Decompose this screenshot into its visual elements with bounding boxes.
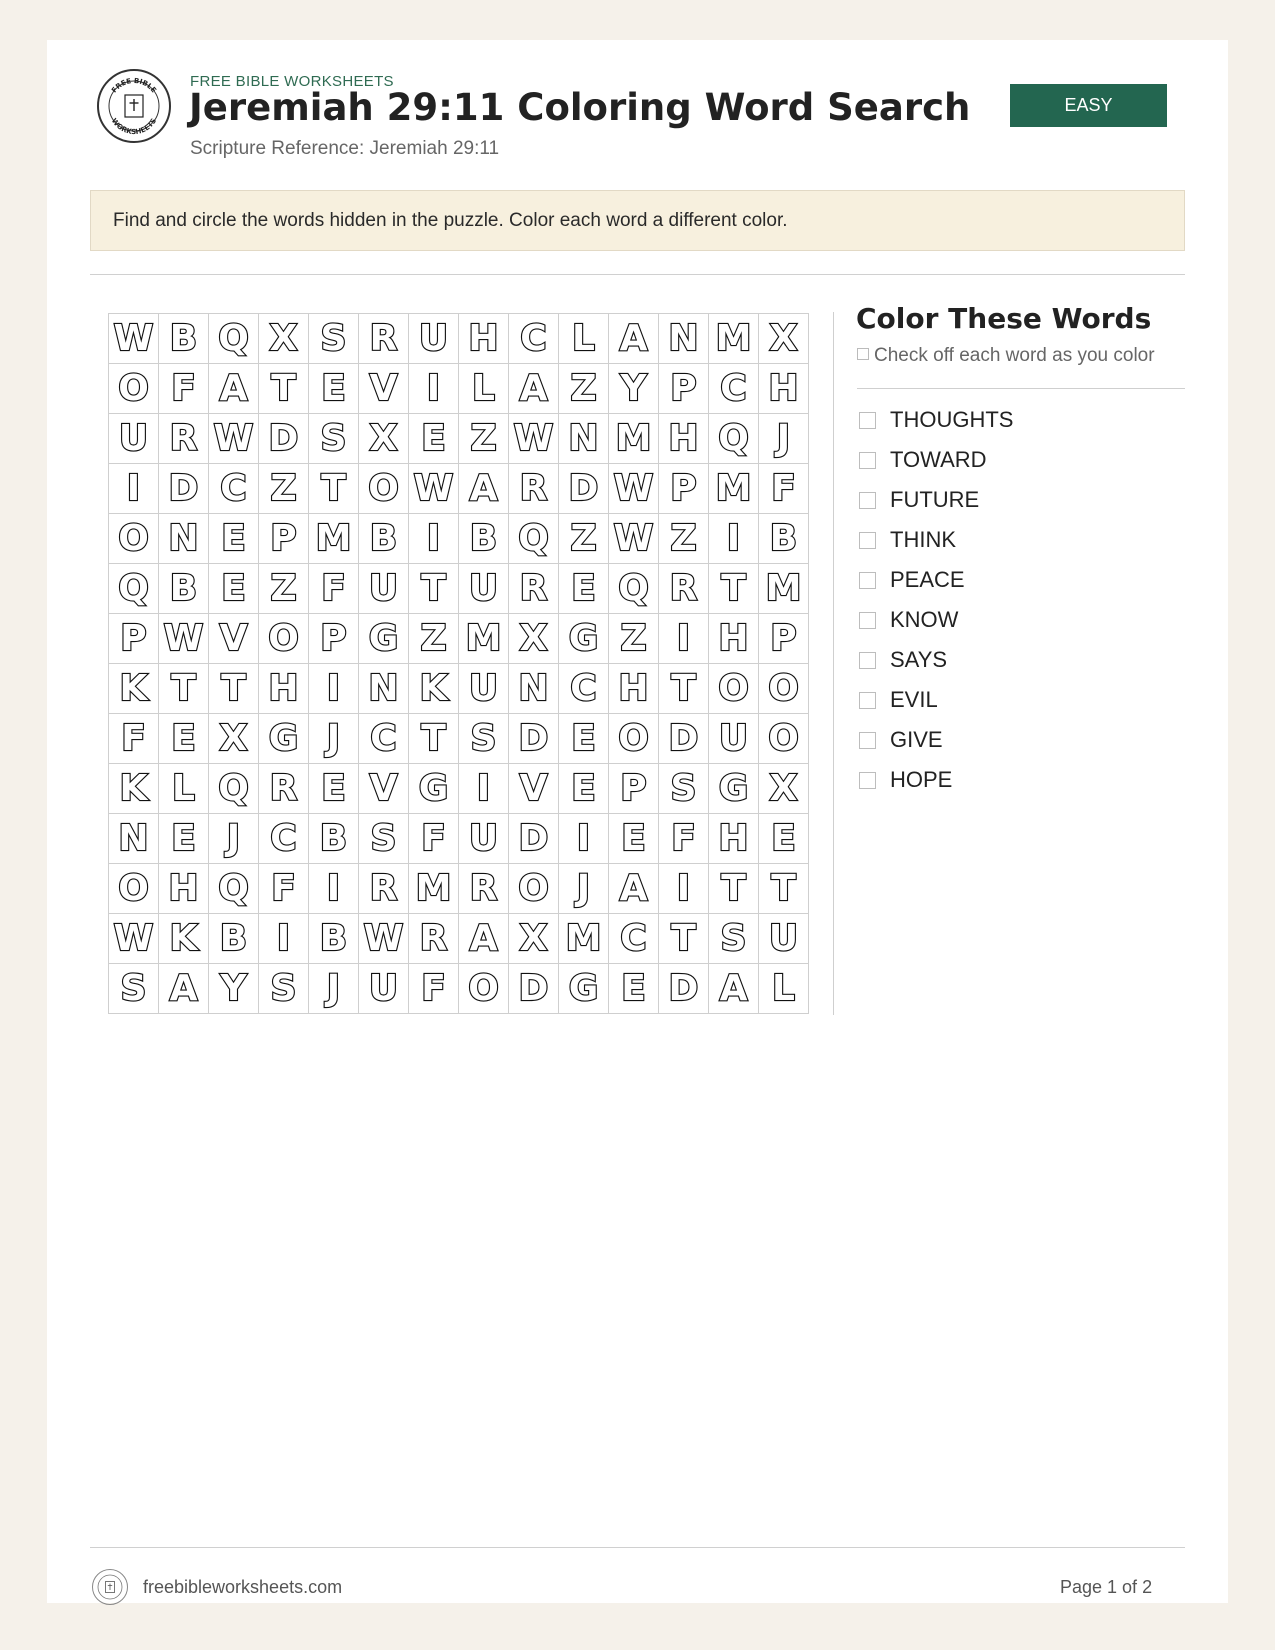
grid-letter[interactable]: N [509, 664, 559, 714]
grid-letter[interactable]: S [109, 964, 159, 1014]
grid-letter[interactable]: F [159, 364, 209, 414]
grid-letter[interactable]: H [609, 664, 659, 714]
grid-letter[interactable]: P [659, 364, 709, 414]
grid-letter[interactable]: N [359, 664, 409, 714]
grid-letter[interactable]: Z [559, 364, 609, 414]
grid-letter[interactable]: N [159, 514, 209, 564]
grid-letter[interactable]: P [609, 764, 659, 814]
grid-letter[interactable]: O [109, 514, 159, 564]
grid-letter[interactable]: D [559, 464, 609, 514]
word-bank-list [857, 400, 1187, 800]
grid-letter[interactable]: P [659, 464, 709, 514]
grid-letter[interactable]: F [659, 814, 709, 864]
grid-letter[interactable]: E [309, 364, 359, 414]
grid-letter[interactable]: P [259, 514, 309, 564]
grid-letter[interactable]: O [109, 364, 159, 414]
grid-letter[interactable]: O [259, 614, 309, 664]
grid-row [109, 814, 809, 864]
grid-letter[interactable]: H [709, 814, 759, 864]
footer-logo-icon [92, 1569, 128, 1605]
grid-row [109, 964, 809, 1014]
grid-letter[interactable]: E [559, 714, 609, 764]
grid-letter[interactable]: Q [509, 514, 559, 564]
grid-letter[interactable]: M [759, 564, 809, 614]
grid-letter[interactable]: I [309, 664, 359, 714]
grid-letter[interactable]: H [709, 614, 759, 664]
grid-letter[interactable]: L [459, 364, 509, 414]
grid-letter[interactable]: Z [259, 564, 309, 614]
grid-letter[interactable]: Q [209, 764, 259, 814]
word-label: TOWARD [890, 447, 987, 472]
grid-letter[interactable]: D [509, 714, 559, 764]
grid-letter[interactable]: G [359, 614, 409, 664]
grid-letter[interactable]: B [159, 564, 209, 614]
word-bank-item [857, 680, 1187, 720]
grid-letter[interactable]: B [309, 914, 359, 964]
word-checkbox[interactable] [859, 772, 876, 789]
grid-letter[interactable]: G [709, 764, 759, 814]
grid-letter[interactable]: D [659, 964, 709, 1014]
grid-letter[interactable]: U [759, 914, 809, 964]
svg-text:WORKSHEETS [110, 117, 158, 136]
grid-letter[interactable]: S [709, 914, 759, 964]
grid-letter[interactable]: H [159, 864, 209, 914]
grid-letter[interactable]: P [109, 614, 159, 664]
brand-name: FREE BIBLE WORKSHEETS [190, 73, 394, 90]
grid-letter[interactable]: T [409, 714, 459, 764]
grid-letter[interactable]: M [409, 864, 459, 914]
grid-letter[interactable]: E [409, 414, 459, 464]
grid-letter[interactable]: R [659, 564, 709, 614]
grid-letter[interactable]: A [159, 964, 209, 1014]
grid-letter[interactable]: U [409, 314, 459, 364]
grid-letter[interactable]: I [659, 864, 709, 914]
grid-letter[interactable]: E [559, 564, 609, 614]
grid-letter[interactable]: D [509, 964, 559, 1014]
word-checkbox[interactable] [859, 612, 876, 629]
grid-letter[interactable]: T [209, 664, 259, 714]
grid-letter[interactable]: K [109, 764, 159, 814]
footer-site-url: freebibleworksheets.com [143, 1577, 343, 1597]
grid-letter[interactable]: J [309, 964, 359, 1014]
grid-letter[interactable]: K [159, 914, 209, 964]
grid-letter[interactable]: E [309, 764, 359, 814]
grid-row [109, 464, 809, 514]
worksheet-page [47, 40, 1228, 1603]
grid-row [109, 564, 809, 614]
grid-letter[interactable]: U [459, 564, 509, 614]
grid-letter[interactable]: M [309, 514, 359, 564]
grid-letter[interactable]: G [409, 764, 459, 814]
grid-letter[interactable]: T [309, 464, 359, 514]
page-title: Jeremiah 29:11 Coloring Word Search [189, 86, 971, 129]
grid-letter[interactable]: U [109, 414, 159, 464]
grid-letter[interactable]: D [509, 814, 559, 864]
grid-letter[interactable]: C [609, 914, 659, 964]
grid-letter[interactable]: Y [609, 364, 659, 414]
grid-letter[interactable]: Z [559, 514, 609, 564]
grid-row [109, 414, 809, 464]
grid-row [109, 614, 809, 664]
word-bank-item [857, 440, 1187, 480]
grid-letter[interactable]: O [509, 864, 559, 914]
word-bank-item [857, 520, 1187, 560]
grid-letter[interactable]: L [159, 764, 209, 814]
checkbox-icon [857, 348, 869, 360]
grid-letter[interactable]: X [359, 414, 409, 464]
grid-letter[interactable]: R [509, 464, 559, 514]
word-checkbox[interactable] [859, 412, 876, 429]
grid-letter[interactable]: A [459, 464, 509, 514]
grid-letter[interactable]: Z [609, 614, 659, 664]
grid-letter[interactable]: X [259, 314, 309, 364]
grid-letter[interactable]: O [109, 864, 159, 914]
grid-letter[interactable]: F [409, 814, 459, 864]
grid-letter[interactable]: I [409, 364, 459, 414]
grid-letter[interactable]: Z [659, 514, 709, 564]
grid-letter[interactable]: D [259, 414, 309, 464]
grid-letter[interactable]: L [559, 314, 609, 364]
word-label: SAYS [890, 647, 948, 672]
svg-text:FREE BIBLE [110, 77, 158, 95]
grid-letter[interactable]: U [709, 714, 759, 764]
word-label: KNOW [890, 607, 959, 632]
grid-letter[interactable]: G [559, 964, 609, 1014]
grid-row [109, 914, 809, 964]
grid-row [109, 314, 809, 364]
grid-letter[interactable]: C [509, 314, 559, 364]
word-checkbox[interactable] [859, 732, 876, 749]
grid-letter[interactable]: H [759, 364, 809, 414]
grid-letter[interactable]: B [159, 314, 209, 364]
grid-letter[interactable]: U [459, 664, 509, 714]
grid-letter[interactable]: M [609, 414, 659, 464]
word-checkbox[interactable] [859, 452, 876, 469]
grid-letter[interactable]: J [759, 414, 809, 464]
grid-letter[interactable]: Z [459, 414, 509, 464]
word-bank-item [857, 640, 1187, 680]
grid-letter[interactable]: F [409, 964, 459, 1014]
grid-letter[interactable]: A [509, 364, 559, 414]
divider [90, 274, 1185, 275]
word-bank-item [857, 760, 1187, 800]
grid-letter[interactable]: X [759, 314, 809, 364]
grid-letter[interactable]: W [109, 914, 159, 964]
grid-letter[interactable]: D [159, 464, 209, 514]
grid-letter[interactable]: I [309, 864, 359, 914]
grid-letter[interactable]: F [259, 864, 309, 914]
grid-letter[interactable]: N [559, 414, 609, 464]
grid-letter[interactable]: U [359, 564, 409, 614]
word-bank-item [857, 560, 1187, 600]
footer-page-number: Page 1 of 2 [1060, 1577, 1153, 1597]
grid-letter[interactable]: R [359, 864, 409, 914]
grid-letter[interactable]: N [109, 814, 159, 864]
grid-letter[interactable]: C [259, 814, 309, 864]
grid-letter[interactable]: Z [259, 464, 309, 514]
grid-letter[interactable]: Q [209, 864, 259, 914]
word-label: HOPE [890, 767, 953, 792]
grid-letter[interactable]: P [309, 614, 359, 664]
grid-letter[interactable]: X [209, 714, 259, 764]
grid-letter[interactable]: O [609, 714, 659, 764]
grid-letter[interactable]: H [659, 414, 709, 464]
grid-letter[interactable]: U [459, 814, 509, 864]
grid-letter[interactable]: R [459, 864, 509, 914]
grid-row [109, 764, 809, 814]
grid-letter[interactable]: G [559, 614, 609, 664]
grid-letter[interactable]: W [609, 464, 659, 514]
grid-letter[interactable]: R [409, 914, 459, 964]
grid-letter[interactable]: W [109, 314, 159, 364]
grid-letter[interactable]: X [509, 914, 559, 964]
grid-letter[interactable]: R [259, 764, 309, 814]
word-checkbox[interactable] [859, 652, 876, 669]
grid-letter[interactable]: X [759, 764, 809, 814]
grid-letter[interactable]: B [309, 814, 359, 864]
grid-letter[interactable]: H [459, 314, 509, 364]
grid-letter[interactable]: B [459, 514, 509, 564]
grid-letter[interactable]: O [709, 664, 759, 714]
grid-letter[interactable]: M [559, 914, 609, 964]
grid-letter[interactable]: W [159, 614, 209, 664]
grid-letter[interactable]: R [359, 314, 409, 364]
grid-letter[interactable]: O [759, 664, 809, 714]
grid-letter[interactable]: U [359, 964, 409, 1014]
grid-letter[interactable]: Q [209, 314, 259, 364]
grid-letter[interactable]: W [209, 414, 259, 464]
grid-letter[interactable]: F [109, 714, 159, 764]
scripture-reference: Scripture Reference: Jeremiah 29:11 [190, 138, 500, 159]
grid-letter[interactable]: V [359, 764, 409, 814]
word-label: GIVE [890, 727, 943, 752]
grid-letter[interactable]: C [359, 714, 409, 764]
logo-text-bottom: WORKSHEETS [109, 116, 159, 137]
instructions-box: Find and circle the words hidden in the puzzle. Color each word a different color. [90, 190, 1185, 251]
grid-row [109, 664, 809, 714]
grid-letter[interactable]: O [359, 464, 409, 514]
grid-letter[interactable]: T [709, 564, 759, 614]
grid-letter[interactable]: O [459, 964, 509, 1014]
grid-letter[interactable]: K [409, 664, 459, 714]
grid-letter[interactable]: O [759, 714, 809, 764]
word-bank-title: Color These Words [856, 302, 1152, 335]
grid-letter[interactable]: R [509, 564, 559, 614]
word-label: THOUGHTS [890, 407, 1014, 432]
logo-text-top: FREE BIBLE [110, 76, 158, 95]
grid-letter[interactable]: S [659, 764, 709, 814]
grid-letter[interactable]: V [209, 614, 259, 664]
word-label: THINK [890, 527, 956, 552]
word-checkbox[interactable] [859, 572, 876, 589]
grid-letter[interactable]: Q [109, 564, 159, 614]
grid-letter[interactable]: C [209, 464, 259, 514]
grid-letter[interactable]: W [509, 414, 559, 464]
grid-letter[interactable]: T [659, 914, 709, 964]
word-label: FUTURE [890, 487, 980, 512]
grid-letter[interactable]: F [759, 464, 809, 514]
word-bank-item [857, 400, 1187, 440]
grid-letter[interactable]: X [509, 614, 559, 664]
grid-letter[interactable]: E [759, 814, 809, 864]
grid-letter[interactable]: I [559, 814, 609, 864]
grid-letter[interactable]: Q [709, 414, 759, 464]
grid-letter[interactable]: A [459, 914, 509, 964]
grid-letter[interactable]: B [359, 514, 409, 564]
grid-letter[interactable]: K [109, 664, 159, 714]
word-checkbox[interactable] [859, 692, 876, 709]
grid-letter[interactable]: M [459, 614, 509, 664]
grid-row [109, 514, 809, 564]
grid-letter[interactable]: V [509, 764, 559, 814]
site-logo-icon [97, 69, 171, 143]
word-search-grid [108, 313, 809, 1014]
grid-letter[interactable]: A [609, 864, 659, 914]
grid-letter[interactable]: W [409, 464, 459, 514]
grid-letter[interactable]: L [759, 964, 809, 1014]
grid-letter[interactable]: I [709, 514, 759, 564]
grid-letter[interactable]: A [609, 314, 659, 364]
word-checkbox[interactable] [859, 492, 876, 509]
grid-letter[interactable]: T [659, 664, 709, 714]
grid-letter[interactable]: Z [409, 614, 459, 664]
grid-row [109, 714, 809, 764]
grid-letter[interactable]: T [259, 364, 309, 414]
grid-letter[interactable]: I [659, 614, 709, 664]
grid-letter[interactable]: E [209, 514, 259, 564]
grid-letter[interactable]: B [209, 914, 259, 964]
difficulty-badge: EASY [1010, 84, 1167, 127]
grid-letter[interactable]: C [559, 664, 609, 714]
grid-letter[interactable]: T [409, 564, 459, 614]
grid-letter[interactable]: H [259, 664, 309, 714]
grid-letter[interactable]: W [359, 914, 409, 964]
grid-letter[interactable]: T [159, 664, 209, 714]
word-bank-note [857, 345, 1155, 367]
grid-letter[interactable]: I [459, 764, 509, 814]
grid-letter[interactable]: S [309, 314, 359, 364]
grid-letter[interactable]: E [609, 814, 659, 864]
grid-letter[interactable]: N [659, 314, 709, 364]
grid-letter[interactable]: W [609, 514, 659, 564]
grid-letter[interactable]: S [309, 414, 359, 464]
grid-letter[interactable]: S [259, 964, 309, 1014]
grid-letter[interactable]: M [709, 314, 759, 364]
word-bank-note-text: Check off each word as you color [874, 345, 1155, 366]
grid-letter[interactable]: V [359, 364, 409, 414]
grid-letter[interactable]: E [159, 714, 209, 764]
word-bank-item [857, 600, 1187, 640]
grid-letter[interactable]: A [209, 364, 259, 414]
grid-letter[interactable]: S [359, 814, 409, 864]
grid-letter[interactable]: E [609, 964, 659, 1014]
grid-letter[interactable]: F [309, 564, 359, 614]
grid-letter[interactable]: T [759, 864, 809, 914]
grid-letter[interactable]: C [709, 364, 759, 414]
grid-letter[interactable]: I [109, 464, 159, 514]
grid-letter[interactable]: B [759, 514, 809, 564]
grid-letter[interactable]: J [209, 814, 259, 864]
grid-letter[interactable]: Y [209, 964, 259, 1014]
grid-letter[interactable]: S [459, 714, 509, 764]
word-bank-item [857, 720, 1187, 760]
grid-letter[interactable]: E [159, 814, 209, 864]
grid-letter[interactable]: I [259, 914, 309, 964]
word-label: PEACE [890, 567, 965, 592]
grid-letter[interactable]: D [659, 714, 709, 764]
grid-letter[interactable]: Q [609, 564, 659, 614]
footer-divider [90, 1547, 1185, 1548]
grid-letter[interactable]: J [309, 714, 359, 764]
grid-letter[interactable]: E [209, 564, 259, 614]
word-label: EVIL [890, 687, 938, 712]
divider [857, 388, 1185, 389]
grid-letter[interactable]: J [559, 864, 609, 914]
grid-letter[interactable]: R [159, 414, 209, 464]
grid-letter[interactable]: M [709, 464, 759, 514]
column-divider [833, 312, 834, 1015]
grid-letter[interactable]: P [759, 614, 809, 664]
grid-row [109, 364, 809, 414]
grid-letter[interactable]: E [559, 764, 609, 814]
grid-row [109, 864, 809, 914]
word-checkbox[interactable] [859, 532, 876, 549]
grid-letter[interactable]: G [259, 714, 309, 764]
grid-letter[interactable]: I [409, 514, 459, 564]
word-bank-item [857, 480, 1187, 520]
grid-letter[interactable]: A [709, 964, 759, 1014]
grid-letter[interactable]: T [709, 864, 759, 914]
